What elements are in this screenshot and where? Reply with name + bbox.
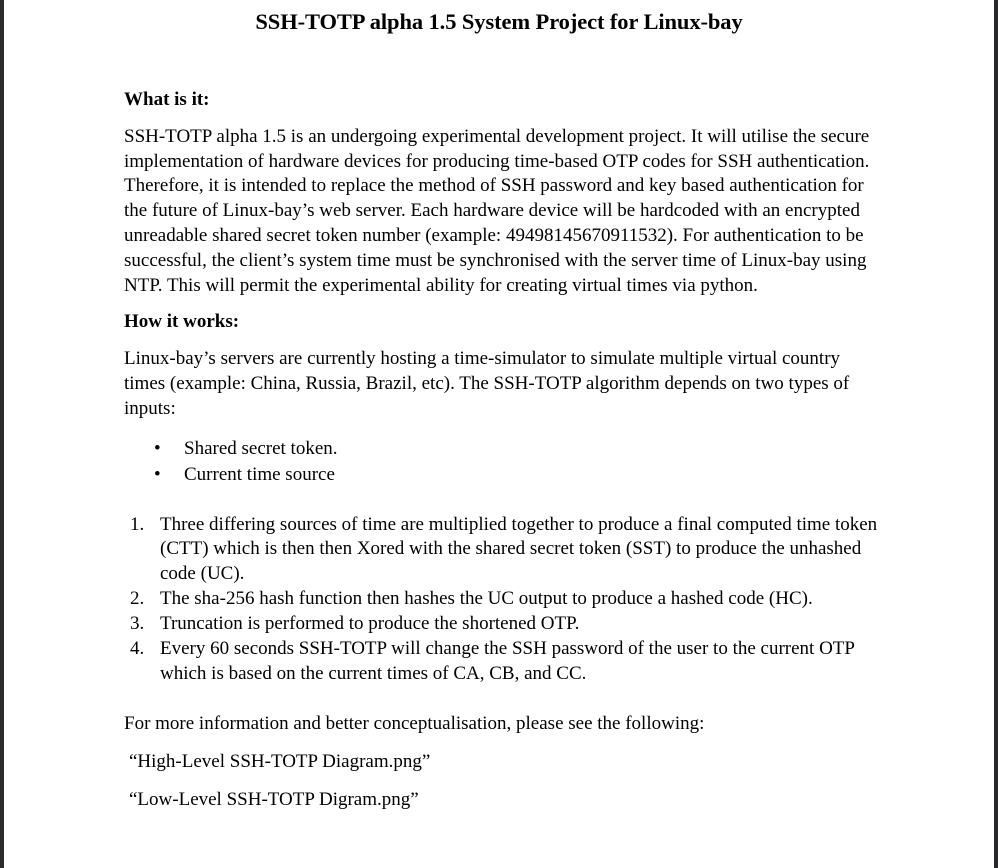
section-heading-what-is-it: What is it: bbox=[124, 89, 210, 110]
section-heading-how-it-works: How it works: bbox=[124, 311, 240, 333]
inputs-bullet-list bbox=[124, 436, 884, 488]
step-number: 4. bbox=[130, 638, 145, 660]
step-number: 1. bbox=[130, 513, 145, 535]
section-paragraph-what-is-it: SSH-TOTP alpha 1.5 is an undergoing experimental development project. It will utilise the secure implementation of hardware devices for producing time-based OTP codes for SSH authentication. Therefore, it is intended to replace the method of SSH password and key based authentication for the future of Linux-bay’s web server. Each hardware device will be hardcoded with an encrypted unreadable shared secret token number (example: 49498145670911532). For authentication to be successful, the client’s system time must be synchronised with the server time of Linux-bay using NTP. This will permit the experimental ability for creating virtual times via python. bbox=[124, 125, 870, 296]
step-item bbox=[124, 612, 884, 637]
step-text: Truncation is performed to produce the shortened OTP. bbox=[160, 613, 580, 635]
step-text: Every 60 seconds SSH-TOTP will change the SSH password of the user to the current OTP which is based on the current times of CA, CB, and CC. bbox=[160, 638, 855, 684]
step-number: 2. bbox=[130, 588, 145, 610]
section-paragraph-how-it-works: Linux-bay’s servers are currently hosting a time-simulator to simulate multiple virtual country times (example: China, Russia, Brazil, etc). The SSH-TOTP algorithm depends on two types of inputs: bbox=[124, 348, 850, 419]
step-text: Three differing sources of time are multiplied together to produce a final computed time token (CTT) which is then then Xored with the shared secret token (SST) to produce the unhashed code (UC). bbox=[160, 513, 878, 585]
bullet-text: Shared secret token. bbox=[184, 437, 338, 459]
more-info-text: For more information and better conceptualisation, please see the following: bbox=[124, 712, 705, 734]
bullet-text: Current time source bbox=[184, 463, 335, 485]
step-item bbox=[124, 637, 884, 687]
document-body bbox=[124, 88, 884, 812]
window-edge-right bbox=[994, 0, 998, 868]
bullet-item bbox=[124, 436, 884, 462]
reference-high-level-diagram: “High-Level SSH-TOTP Diagram.png” bbox=[129, 750, 431, 772]
steps-numbered-list bbox=[124, 513, 884, 687]
step-number: 3. bbox=[130, 613, 145, 635]
step-item bbox=[124, 513, 884, 588]
bullet-item bbox=[124, 462, 884, 488]
step-text: The sha-256 hash function then hashes the UC output to produce a hashed code (HC). bbox=[160, 588, 813, 610]
document-title: SSH-TOTP alpha 1.5 System Project for Linux-bay bbox=[255, 9, 743, 34]
step-item bbox=[124, 587, 884, 612]
bullet-icon: • bbox=[154, 463, 161, 485]
reference-low-level-diagram: “Low-Level SSH-TOTP Digram.png” bbox=[129, 788, 419, 810]
bullet-icon: • bbox=[154, 437, 161, 459]
